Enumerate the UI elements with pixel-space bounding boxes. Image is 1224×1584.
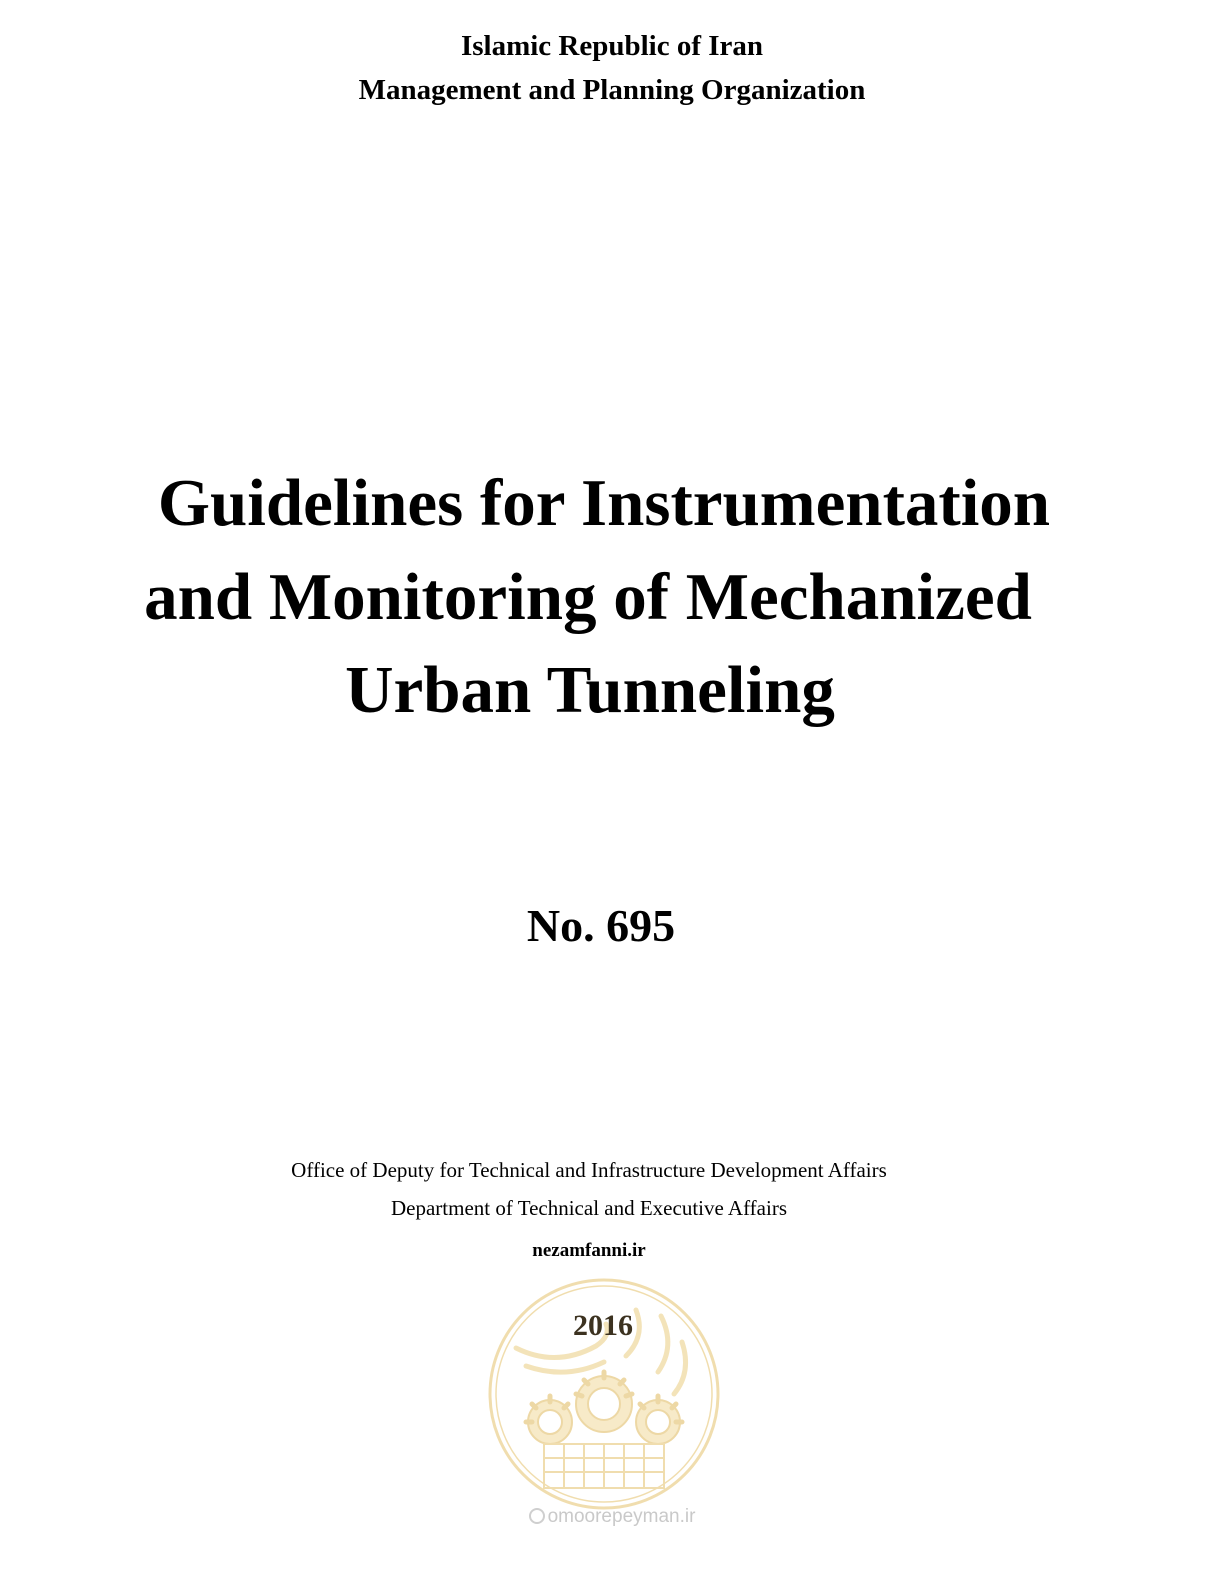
document-number: No. 695 bbox=[526, 900, 676, 951]
watermark-caption-text: omoorepeyman.ir bbox=[547, 1506, 696, 1527]
website-text: nezamfanni.ir bbox=[532, 1240, 646, 1261]
document-title-line-3: Urban Tunneling bbox=[345, 653, 835, 727]
office-deputy: Office of Deputy for Technical and Infrastructure Development Affairs bbox=[291, 1158, 887, 1182]
at-sign-icon bbox=[529, 1508, 545, 1524]
watermark-caption bbox=[0, 1504, 1224, 1530]
organization-country: Islamic Republic of Iran bbox=[460, 30, 764, 62]
organization-name: Management and Planning Organization bbox=[358, 74, 866, 106]
office-department: Department of Technical and Executive Affairs bbox=[390, 1196, 788, 1220]
document-title-line-1: Guidelines for Instrumentation bbox=[157, 466, 1051, 540]
document-title-line-2: and Monitoring of Mechanized bbox=[144, 560, 1032, 634]
publication-year: 2016 bbox=[573, 1309, 633, 1342]
